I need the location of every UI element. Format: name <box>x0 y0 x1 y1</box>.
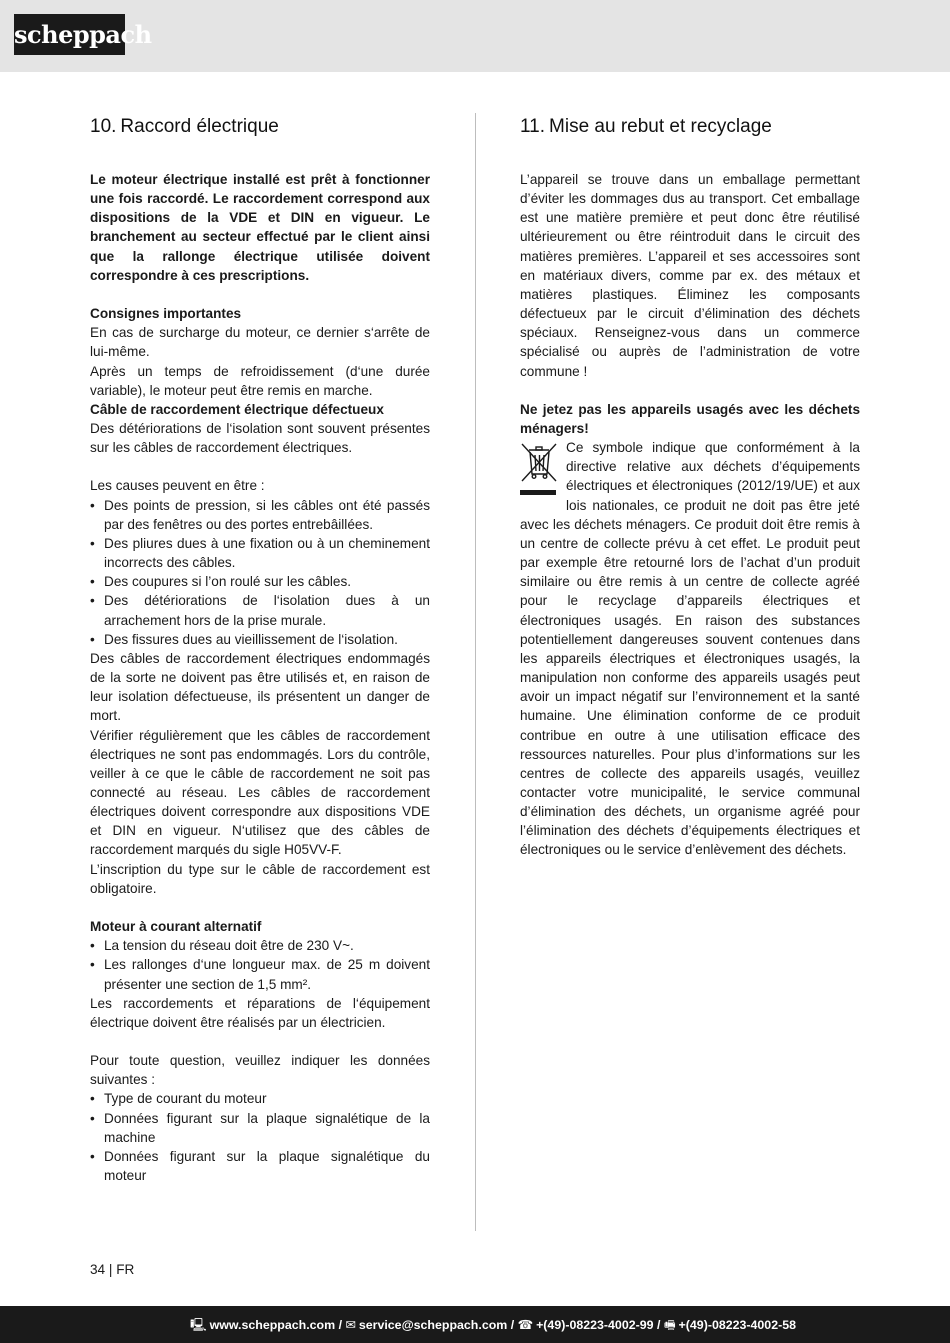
page-number-value: 34 <box>90 1262 106 1277</box>
subheading-cable: Câble de raccordement électrique défectueux <box>90 401 384 417</box>
section-title-text: Mise au rebut et recyclage <box>549 116 772 137</box>
header-bar <box>0 0 950 72</box>
moteur-list <box>90 936 430 993</box>
phone-number: +(49)-08223-4002-99 <box>536 1318 654 1332</box>
section-title <box>520 115 860 139</box>
weee-block <box>520 438 860 859</box>
section-disposal-recycling <box>520 115 860 860</box>
paragraph: Des détériorations de l‘isolation sont souvent présentes sur les câbles de raccordement électriques. <box>90 421 430 456</box>
email-link[interactable]: service@scheppach.com <box>358 1318 508 1332</box>
section-number: 10. <box>90 116 117 137</box>
causes-list <box>90 496 430 649</box>
list-item: • Des points de pression, si les câbles ont été passés par des fenêtres ou des portes entrebâillées. <box>90 496 430 534</box>
crossed-bin-icon <box>520 440 560 498</box>
list-item: • Des détériorations de l‘isolation dues à un arrachement hors de la prise murale. <box>90 591 430 629</box>
page-number: 34 | FR <box>90 1262 135 1277</box>
column-divider <box>475 113 476 1231</box>
question-list <box>90 1089 430 1185</box>
list-item: • La tension du réseau doit être de 230 V~. <box>90 936 430 955</box>
paragraph: L’inscription du type sur le câble de raccordement est obligatoire. <box>90 861 430 896</box>
subheading-moteur: Moteur à courant alternatif <box>90 919 262 935</box>
fax-number: +(49)-08223-4002-58 <box>678 1318 796 1332</box>
weee-paragraph: Ce symbole indique que conformément à la directive relative aux déchets d’équipements électriques et électroniques (2012/19/UE) et aux lois nationales, ce produit ne doit pas être jeté avec les déchets ménagers. Ce produit doit être remis à un centre de collecte prévu à cet effet. Le produit peut par exemple être retourné lors de l’achat d’un produit similaire ou être remis à un centre de collecte agréé pour le recyclage d’appareils électriques et électroniques usagés. En raison des substances potentiellement dangereuses souvent contenues dans les appareils électriques et électroniques usagés, la manipulation non conforme des appareils usagés peut avoir un impact négatif sur l’environnement et la santé humaine. Une élimination conforme de ce produit contribue en outre à une utilisation efficace des ressources naturelles. Pour plus d’informations sur les centres de collecte des appareils usagés, veuillez contacter votre municipalité, le service communal d’élimination des déchets, un organisme agréé pour l’élimination des déchets d’équipements électriques et électroniques ou le service d’enlèvement des déchets. <box>520 440 860 858</box>
list-item: • Des coupures si l’on roulé sur les câbles. <box>90 572 430 591</box>
paragraph: L’appareil se trouve dans un emballage permettant d’éviter les dommages dus au transport. Cet emballage est une matière première et peut donc être réutilisé ultérieurement ou être réintroduit dans le circuit des matières premières. L’appareil et ses accessoires sont en matériaux divers, comme par ex. des métaux et matières plastiques. Éliminez les composants défectueux par le circuit d’élimination des déchets spéciaux. Renseignez-vous dans un commerce spécialisé ou auprès de l’administration de votre commune ! <box>520 172 860 379</box>
section-number: 11. <box>520 116 546 137</box>
section-electrical-connection <box>90 115 430 1185</box>
footer-bar <box>0 1306 950 1343</box>
paragraph: Pour toute question, veuillez indiquer les données suivantes : <box>90 1053 430 1088</box>
language-code: FR <box>116 1262 135 1277</box>
list-item: • Données figurant sur la plaque signalétique de la machine <box>90 1109 430 1147</box>
section-title <box>90 115 430 139</box>
phone-icon: ☎ <box>517 1318 534 1332</box>
website-link[interactable]: www.scheppach.com <box>209 1318 336 1332</box>
email-icon: ✉ <box>345 1318 356 1332</box>
list-item: • Type de courant du moteur <box>90 1089 430 1108</box>
computer-icon: 🖳 <box>190 1318 207 1332</box>
list-item: • Des pliures dues à une fixation ou à un cheminement incorrects des câbles. <box>90 534 430 572</box>
subheading-consignes: Consignes importantes <box>90 306 242 322</box>
contact-line: 🖳 www.scheppach.com / ✉ service@scheppach.com / ☎ +(49)-08223-4002-99 / 🖷 +(49)-08223-4002-58 <box>190 1318 796 1332</box>
paragraph: Après un temps de refroidissement (d‘une durée variable), le moteur peut être remis en marche. <box>90 363 430 398</box>
paragraph: En cas de surcharge du moteur, ce dernier s‘arrête de lui-même. <box>90 325 430 360</box>
intro-paragraph: Le moteur électrique installé est prêt à fonctionner une fois raccordé. Le raccordement correspond aux dispositions de la VDE et DIN en vigueur. Le branchement au secteur effectué par le client ainsi que la rallonge électrique utilisée doivent correspondre à ces prescriptions. <box>90 172 430 283</box>
subheading-warning: Ne jetez pas les appareils usagés avec les déchets ménagers! <box>520 401 860 437</box>
fax-icon: 🖷 <box>663 1318 676 1332</box>
paragraph: Des câbles de raccordement électriques endommagés de la sorte ne doivent pas être utilisés et, en raison de leur isolation défectueuse, ils présentent un danger de mort. <box>90 650 430 724</box>
paragraph: Les raccordements et réparations de l‘équipement électrique doivent être réalisés par un électricien. <box>90 995 430 1030</box>
section-title-text: Raccord électrique <box>120 116 279 137</box>
list-item: • Les rallonges d‘une longueur max. de 25 m doivent présenter une section de 1,5 mm². <box>90 955 430 993</box>
paragraph: Vérifier régulièrement que les câbles de raccordement électriques ne sont pas endommagés. Lors du contrôle, veiller à ce que le câble de raccordement ne soit pas connecté au réseau. Les câbles de raccordement électriques doivent correspondre aux dispositions VDE et DIN en vigueur. N‘utilisez que des câbles de raccordement marqués du sigle H05VV-F. <box>90 727 430 858</box>
list-item: • Des fissures dues au vieillissement de l‘isolation. <box>90 630 430 649</box>
list-item: • Données figurant sur la plaque signalétique du moteur <box>90 1147 430 1185</box>
paragraph: Les causes peuvent en être : <box>90 478 265 494</box>
brand-logo: scheppach <box>14 14 125 55</box>
